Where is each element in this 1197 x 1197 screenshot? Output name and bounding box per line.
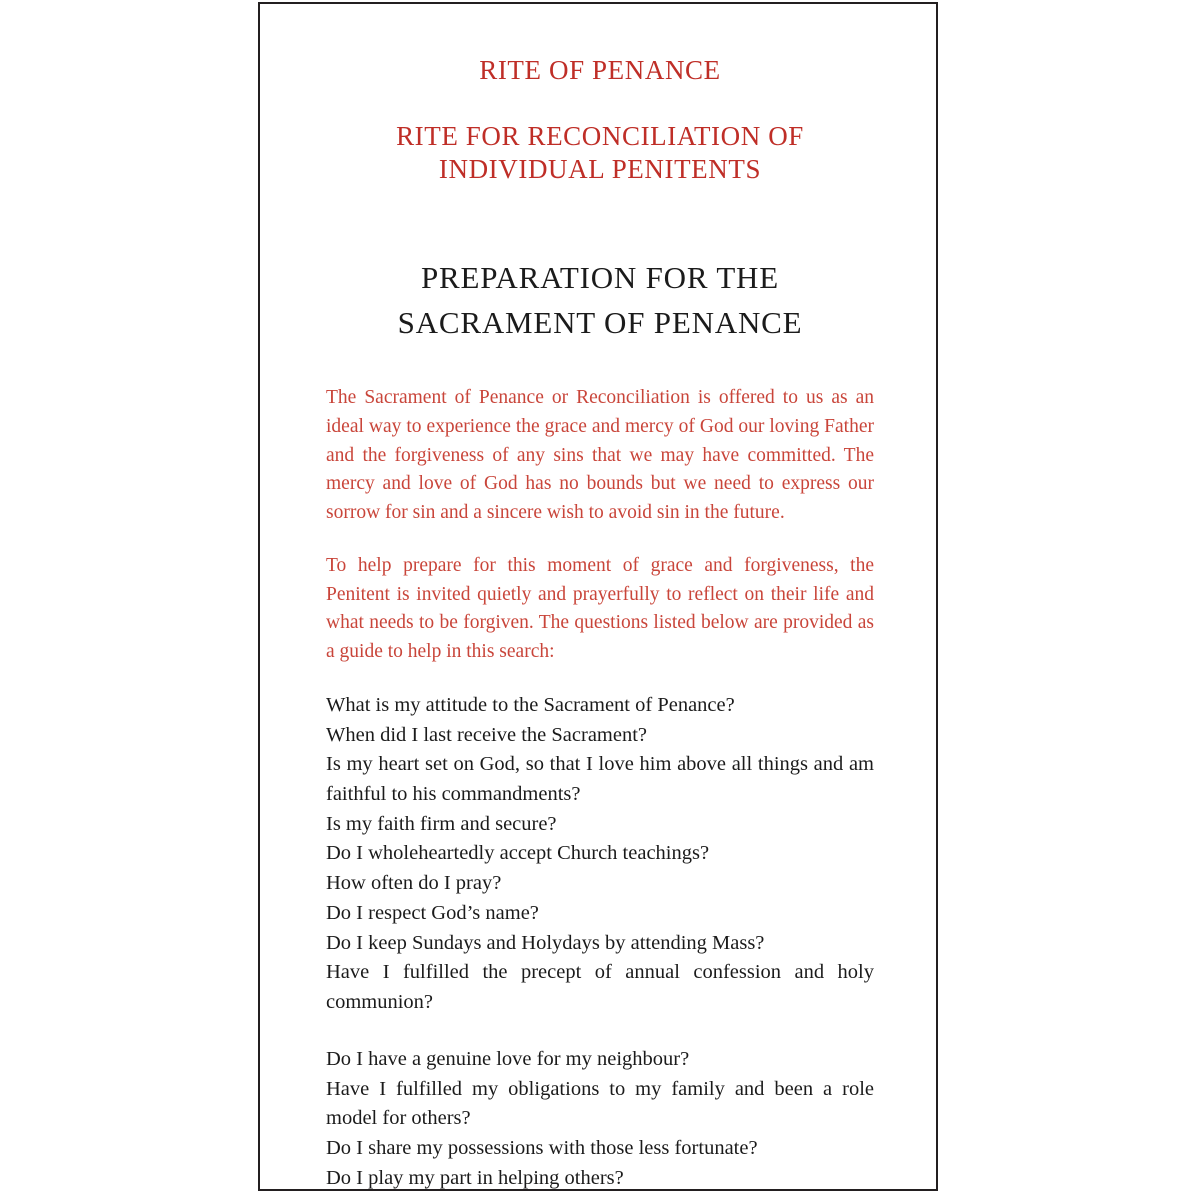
document-page <box>258 2 938 1191</box>
question-item: Is my faith firm and secure? <box>326 812 557 835</box>
title-rite-of-penance: RITE OF PENANCE <box>479 55 721 85</box>
title-rite-for-reconciliation <box>326 120 874 186</box>
title-rite-for-reconciliation-line1: RITE FOR RECONCILIATION OF <box>396 121 804 152</box>
question-item: Do I keep Sundays and Holydays by attending Mass? <box>326 931 765 954</box>
question-group-1 <box>326 691 874 1018</box>
question-item: When did I last receive the Sacrament? <box>326 723 648 746</box>
question-item: Have I fulfilled the precept of annual confession and holy communion? <box>326 961 874 1014</box>
document-content <box>326 54 874 1193</box>
section-heading-preparation <box>326 256 874 346</box>
title-rite-for-reconciliation-line2: INDIVIDUAL PENITENTS <box>438 154 762 185</box>
question-item: Do I play my part in helping others? <box>326 1166 624 1189</box>
section-heading-line1: PREPARATION FOR THE <box>420 260 779 296</box>
question-item: Do I wholeheartedly accept Church teachings? <box>326 842 710 865</box>
question-group-2 <box>326 1045 874 1194</box>
question-item: What is my attitude to the Sacrament of Penance? <box>326 693 735 716</box>
question-item: Is my heart set on God, so that I love him above all things and am faithful to his commandments? <box>326 753 874 806</box>
question-item: Do I share my possessions with those less fortunate? <box>326 1136 758 1159</box>
section-heading-line2: SACRAMENT OF PENANCE <box>397 305 803 341</box>
intro-paragraph-2: To help prepare for this moment of grace and forgiveness, the Penitent is invited quietly and prayerfully to reflect on their life and what needs to be forgiven. The questions listed below are provided as a guide to help in this search: <box>326 554 874 663</box>
question-item: Do I have a genuine love for my neighbour? <box>326 1047 690 1070</box>
intro-paragraph-1: The Sacrament of Penance or Reconciliation is offered to us as an ideal way to experience the grace and mercy of God our loving Father and the forgiveness of any sins that we may have committed. The mercy and love of God has no bounds but we need to express our sorrow for sin and a sincere wish to avoid sin in the future. <box>326 387 874 524</box>
question-item: How often do I pray? <box>326 872 502 895</box>
question-item: Do I respect God’s name? <box>326 901 539 924</box>
question-item: Have I fulfilled my obligations to my family and been a role model for others? <box>326 1077 874 1130</box>
